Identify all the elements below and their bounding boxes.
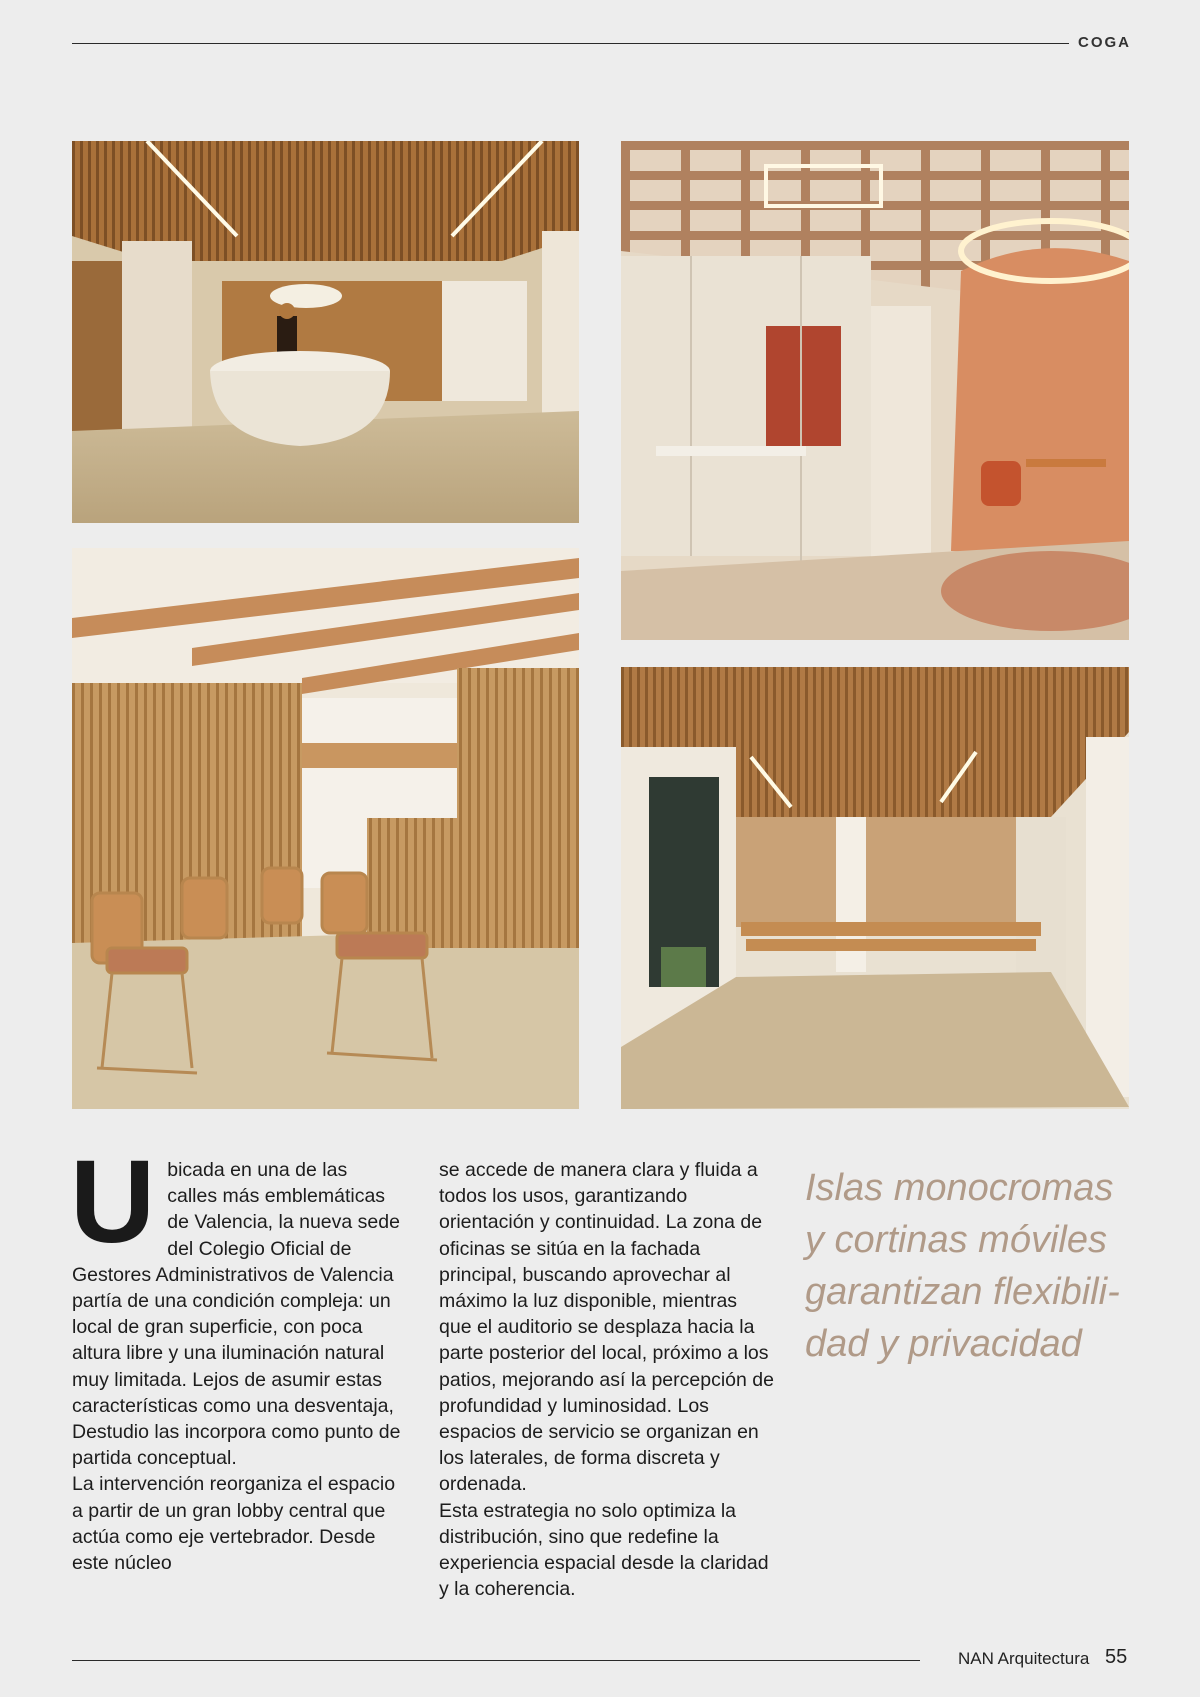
meeting-room-photo xyxy=(621,141,1129,640)
article-paragraph: Esta estrategia no solo optimiza la distribución, sino que redefine la experiencia espacial desde la claridad y la coherencia. xyxy=(439,1499,769,1601)
reception-photo xyxy=(72,141,579,523)
publication-name: NAN Arquitectura xyxy=(958,1649,1090,1668)
section-tag: COGA xyxy=(1078,34,1131,51)
pull-quote: Islas monocromas y cortinas móviles garantizan flexibilidad y privacidad xyxy=(805,1167,1120,1365)
auditorium-photo xyxy=(621,667,1129,1109)
page-number: 55 xyxy=(1105,1646,1128,1668)
header-rule xyxy=(72,43,1069,44)
article-paragraph: bicada en una de las calles más emblemáticas de Valencia, la nueva sede del Colegio Oficial de Gestores Administrativos de Valencia partía de una condición compleja: un local de gran superficie, con poca altura libre y una iluminación natural muy limitada. Lejos de asumir estas características como una desventaja, Destudio las incorpora como punto de partida conceptual. xyxy=(72,1159,401,1470)
article-column-2 xyxy=(439,1157,774,1602)
article-column-1 xyxy=(70,1136,402,1576)
article-paragraph: se accede de manera clara y fluida a todos los usos, garantizando orientación y continuidad. La zona de oficinas se sitúa en la fachada principal, buscando aprovechar al máximo la luz disponible, mientras que el auditorio se desplaza hacia la parte posterior del local, próximo a los patios, mejorando así la percepción de profundidad y luminosidad. Los espacios de servicio se organizan en los laterales, de forma discreta y ordenada. xyxy=(439,1159,774,1496)
article-paragraph: La intervención reorganiza el espacio a partir de un gran lobby central que actúa como eje vertebrador. Desde este núcleo xyxy=(72,1473,396,1575)
classroom-photo xyxy=(72,548,579,1109)
drop-cap: U xyxy=(70,1136,156,1268)
footer-rule xyxy=(72,1660,920,1661)
